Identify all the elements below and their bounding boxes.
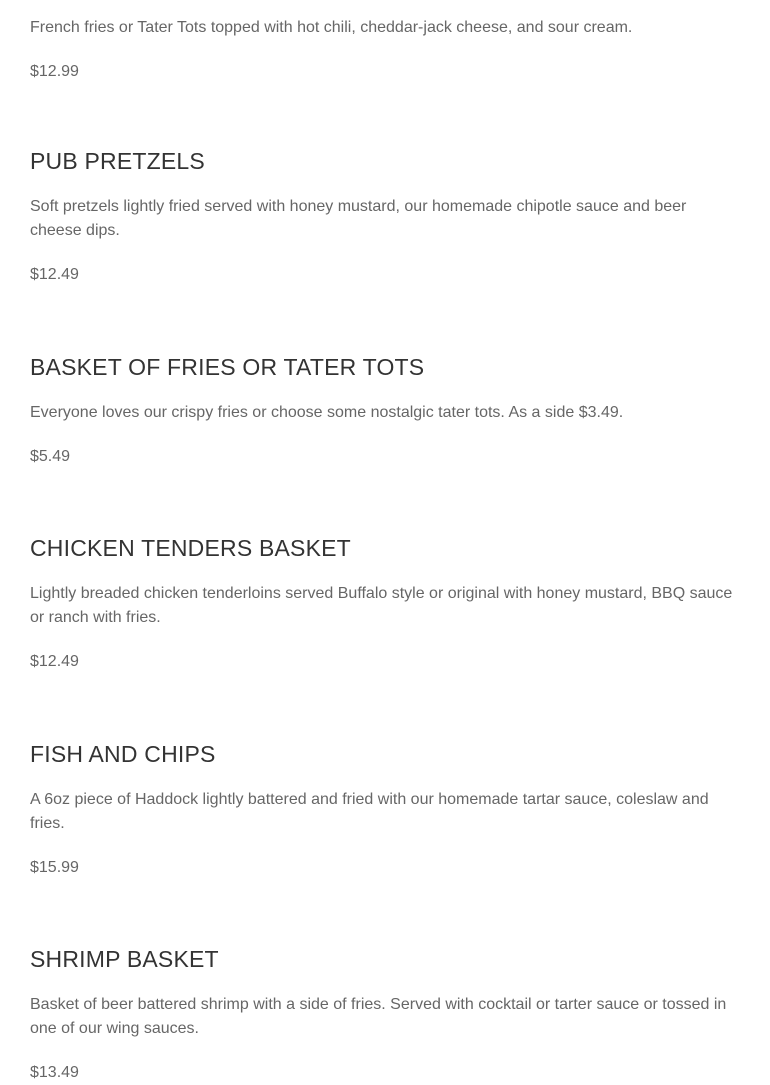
menu-item-price: $12.49: [30, 266, 79, 283]
menu-item-title: FISH AND CHIPS: [30, 741, 216, 767]
menu-item-description: Soft pretzels lightly fried served with honey mustard, our homemade chipotle sauce and beer cheese dips.: [30, 198, 687, 239]
menu-item-title: CHICKEN TENDERS BASKET: [30, 535, 351, 561]
menu-item-price: $12.49: [30, 653, 79, 670]
menu-item-description: A 6oz piece of Haddock lightly battered and fried with our homemade tartar sauce, coleslaw and fries.: [30, 791, 709, 832]
menu-item: [30, 534, 740, 674]
menu-item-description: French fries or Tater Tots topped with hot chili, cheddar-jack cheese, and sour cream.: [30, 19, 633, 36]
menu-item-title: PUB PRETZELS: [30, 148, 205, 174]
menu-item: [30, 147, 740, 287]
menu-item: [30, 353, 740, 469]
menu-item-price: $15.99: [30, 859, 79, 876]
menu-item-price: $12.99: [30, 63, 79, 80]
menu-item-price: $13.49: [30, 1064, 79, 1081]
menu-item-price: $5.49: [30, 448, 71, 465]
menu-item: [30, 740, 740, 880]
menu-item-title: BASKET OF FRIES OR TATER TOTS: [30, 354, 425, 380]
menu-item-description: Everyone loves our crispy fries or choose some nostalgic tater tots. As a side $3.49.: [30, 404, 624, 421]
menu-item: [30, 945, 740, 1085]
menu-item-title: SHRIMP BASKET: [30, 946, 219, 972]
menu-item-description: Lightly breaded chicken tenderloins served Buffalo style or original with honey mustard, BBQ sauce or ranch with fries.: [30, 585, 733, 626]
menu-item-description: Basket of beer battered shrimp with a side of fries. Served with cocktail or tarter sauce or tossed in one of our wing sauces.: [30, 996, 727, 1037]
menu-item: [30, 16, 740, 84]
